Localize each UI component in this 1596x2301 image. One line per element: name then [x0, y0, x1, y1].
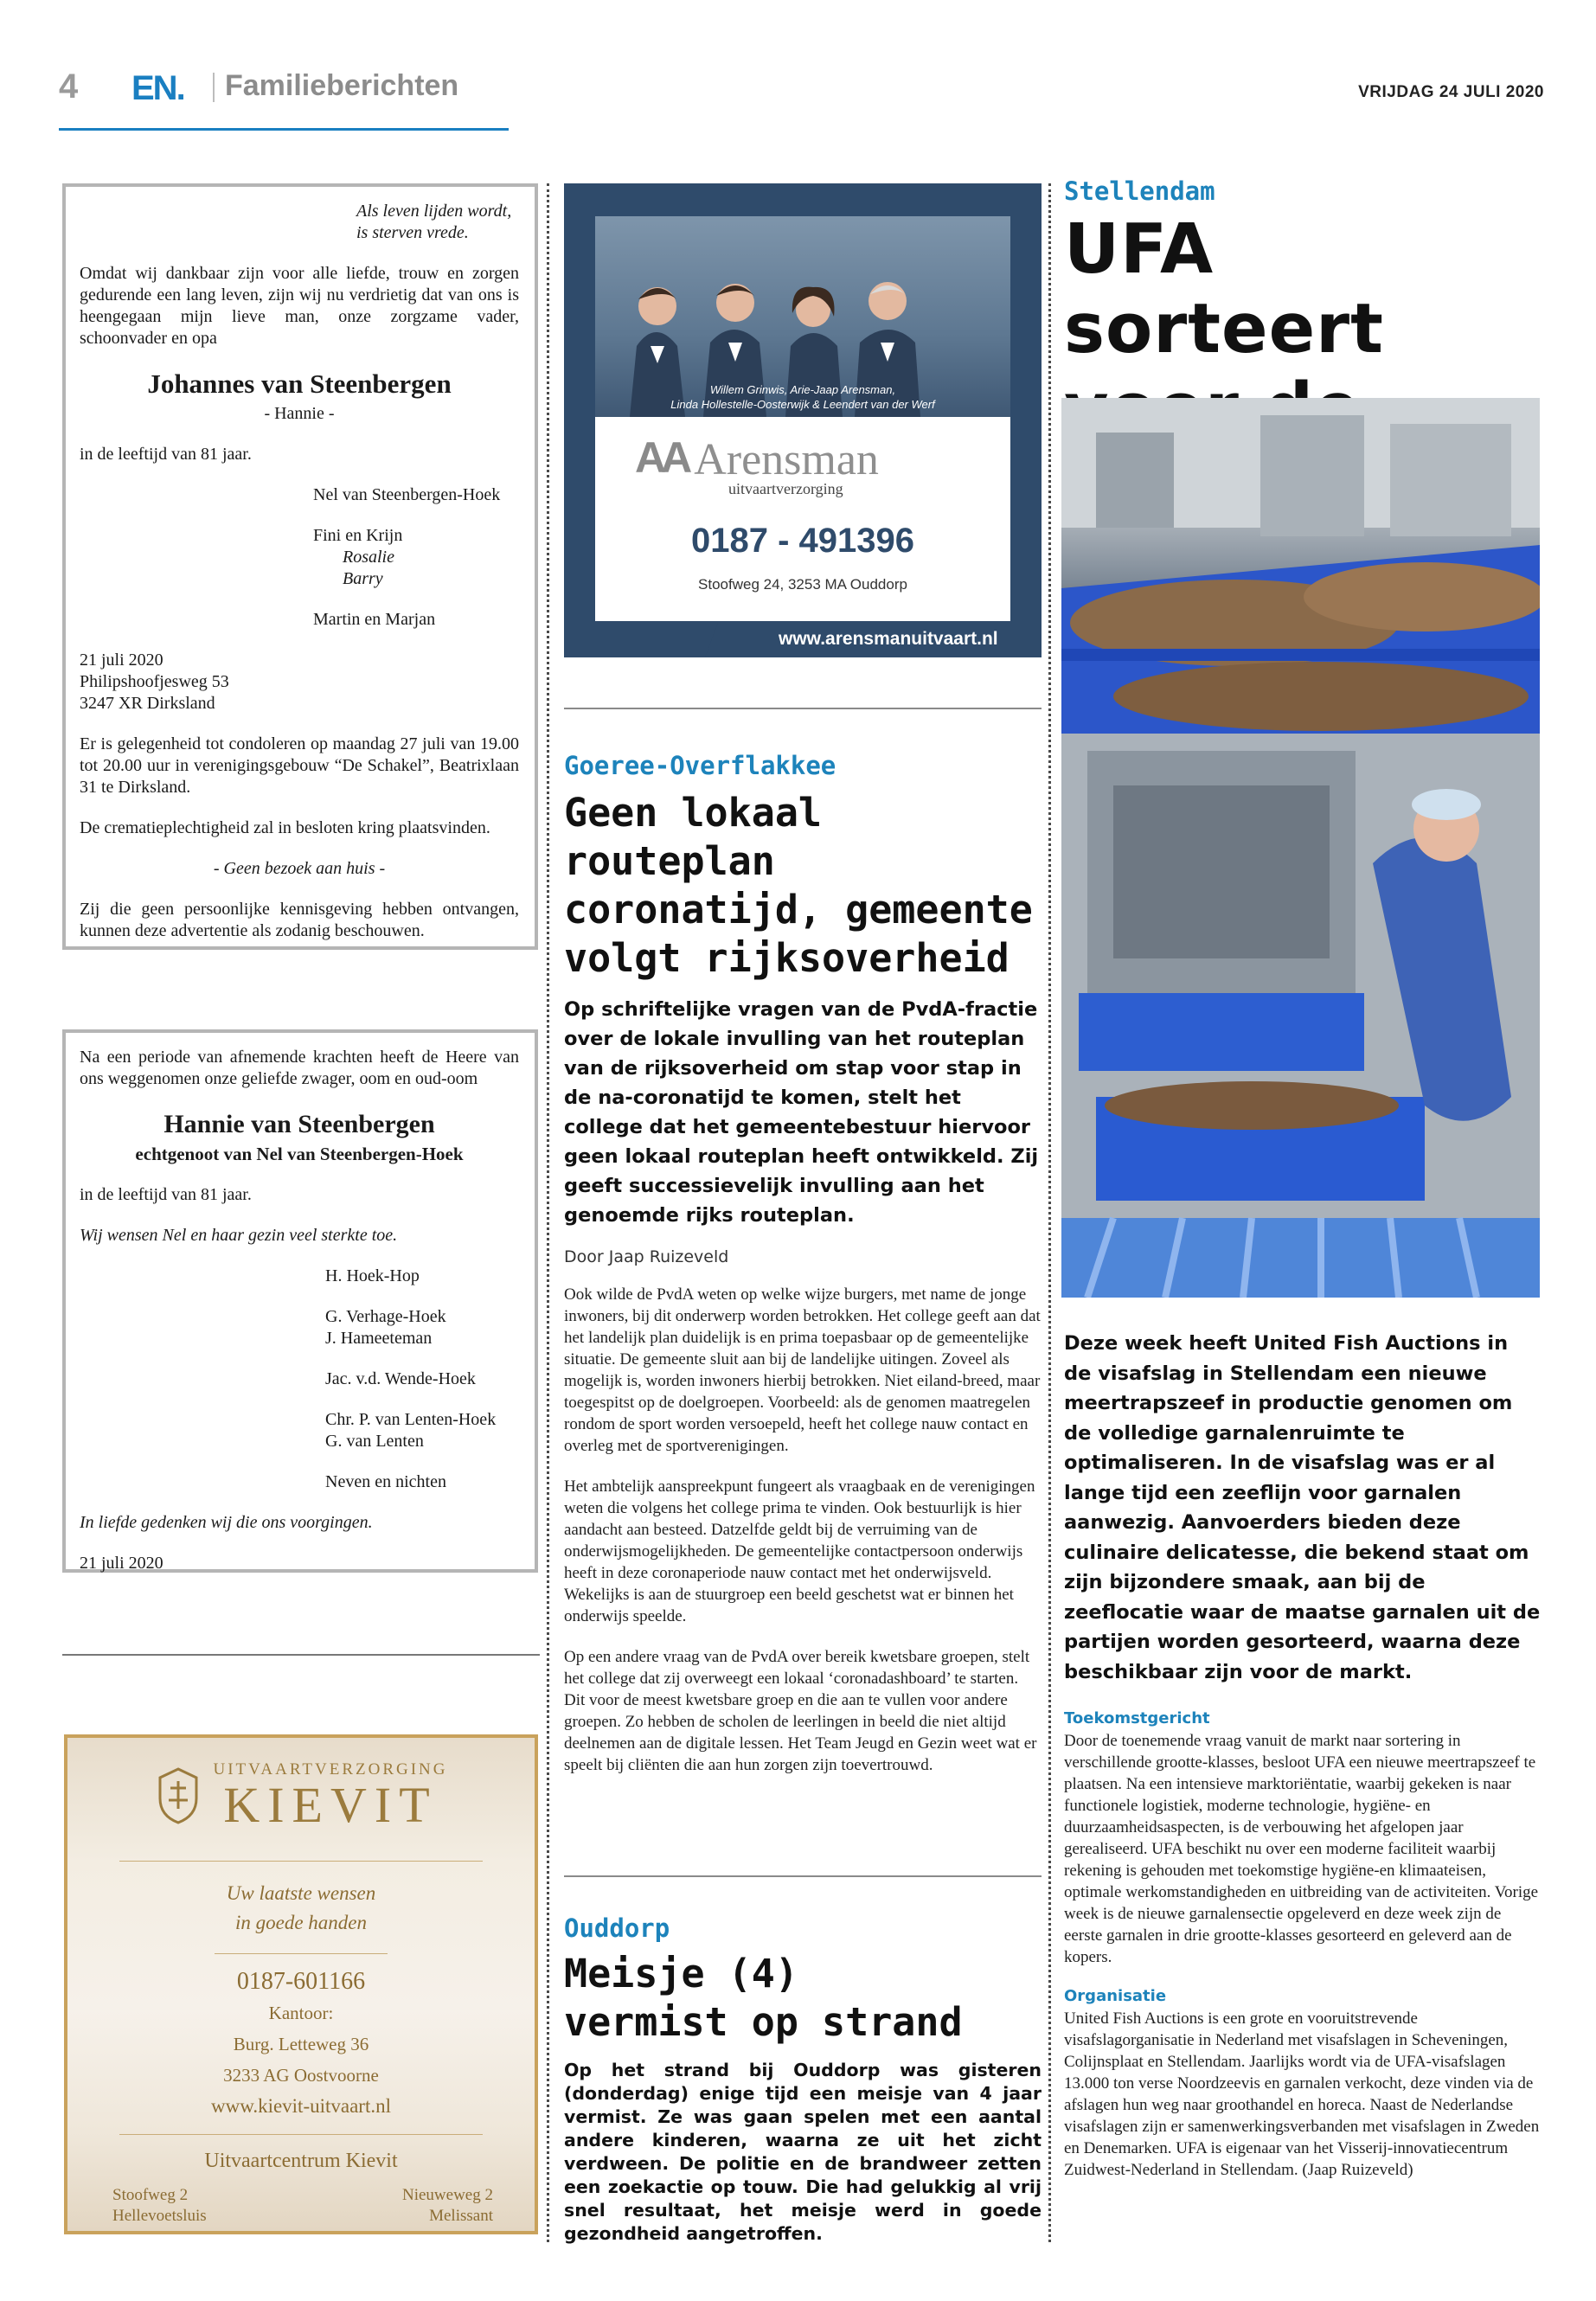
cremation-info: De crematieplechtigheid zal in besloten kring plaatsvinden. — [80, 818, 490, 837]
arensman-address: Stoofweg 24, 3253 MA Ouddorp — [698, 576, 907, 593]
article-missing-girl — [564, 1913, 1042, 2246]
arensman-logo-name: Arensman — [694, 435, 879, 484]
photo-caption: Willem Grinwis, Arie-Jaap Arensman, Linda Hollestelle-Oosterwijk & Leendert van der Werf — [670, 383, 935, 411]
article-kicker: Ouddorp — [564, 1913, 670, 1943]
article-headline: Meisje (4) vermist op strand — [564, 1951, 963, 2045]
deceased-age: in de leeftijd van 81 jaar. — [80, 1185, 252, 1204]
issue-date: VRIJDAG 24 JULI 2020 — [1358, 83, 1544, 101]
kievit-street: Burg. Letteweg 36 — [233, 2034, 369, 2054]
deceased-name: Johannes van Steenbergen — [147, 369, 452, 399]
section-title: Familieberichten — [225, 69, 459, 102]
newspaper-logo[interactable]: EN. — [131, 69, 184, 107]
arensman-phone[interactable]: 0187 - 491396 — [690, 522, 914, 560]
notice-intro: Omdat wij dankbaar zijn voor alle liefde, trouw en zorgen gedurende een lang leven, zijn wij nu verdrietig dat van ons is heengegaan mijn lieve man, onze zorgzame vader, schoonvader en opa — [80, 264, 519, 348]
header-underline — [59, 128, 509, 131]
deceased-nickname: - Hannie - — [264, 404, 335, 423]
notice-motto: Als leven lijden wordt, is sterven vrede. — [356, 202, 512, 242]
kievit-locations: Stoofweg 2 Hellevoetsluis Nieuweweg 2 Melissant — [112, 2186, 493, 2225]
notice-closing: Zij die geen persoonlijke kennisgeving hebben ontvangen, kunnen deze advertentie als zodanig beschouwen. — [80, 900, 519, 940]
article-lead: Op schriftelijke vragen van de PvdA-fractie over de lokale invulling van het routeplan van de rijksoverheid om stap voor stap in de na-coronatijd te komen, stelt het college dat het gemeentebestuur hiervoor geen lokaal routeplan heeft ontwikkeld. Zij geeft successievelijk invulling aan het genoemde rijks routeplan. — [564, 998, 1039, 1227]
article-body: Toekomstgericht Door de toenemende vraag vanuit de markt naar sortering in verschillende grootte-klasses, besloot UFA een nieuwe meertrapszeef te plaatsen. Na een intensieve marktoriëntatie, waarbij gekeken is naar functionele logistiek, moderne technologie, hygiëne- en duurzaamheidsaspecten, is de verbouwing het afgelopen jaar gerealiseerd. UFA beschikt nu over een moderne faciliteit waarbij rekening is gehouden met toekomstige hygiëne-en klimaateisen, optimale werkomstandigheden en uitbreiding van de activiteiten. Vorige week is de nieuwe garnalensectie opgeleverd en deze week zijn de eerste garnalen in drie grootte-klasses gesorteerd en geleverd aan de kopers. Organisatie United Fish Auctions is een grote en vooruitstrevende visafslagorganisatie in Nederland met visafslagen in Scheveningen, Colijnsplaat en Stellendam. Jaarlijks wordt via de UFA-visafslagen 13.000 ton verse Noordzeevis en garnalen verkocht, deze vinden via de afslagen hun weg naar groothandel en horeca. Naast de Nederlandse visafslagen zijn er samenwerkingsverbanden met visafslagen in Zweden en Denemarken. UFA is eigenaar van het Visserij-innovatiecentrum Zuidwest-Nederland in Stellendam. (Jaap Ruizeveld) — [1064, 1709, 1542, 2181]
column-divider-2 — [1048, 183, 1051, 2242]
article-kicker: Stellendam — [1064, 176, 1215, 206]
family-list: H. Hoek-Hop G. Verhage-Hoek J. Hameeteman Jac. v.d. Wende-Hoek Chr. P. van Lenten-Hoek G. van Lenten Neven en nichten — [325, 1266, 497, 1491]
subhead-toekomstgericht: Toekomstgericht — [1064, 1709, 1210, 1727]
kievit-centre: Uitvaartcentrum Kievit — [204, 2150, 398, 2172]
notice-address: 21 juli 2020 Philipshoofjesweg 53 3247 XR Dirksland — [80, 651, 229, 713]
kievit-top-label: UITVAARTVERZORGING — [213, 1760, 448, 1779]
deceased-name: Hannie van Steenbergen — [163, 1110, 435, 1138]
team-photo — [595, 216, 1010, 417]
kievit-name: KIEVIT — [223, 1777, 438, 1833]
deceased-age: in de leeftijd van 81 jaar. — [80, 445, 252, 464]
sorting-line-photo — [1061, 734, 1540, 1298]
kievit-advertisement[interactable]: UITVAARTVERZORGING KIEVIT Uw laatste wensen in goede handen 0187-601166 Kantoor: Burg. Letteweg 36 3233 AG Oostvoorne www.kievit-uitvaart.nl Uitvaartcentrum Kievit Stoofweg 2 Hellevoetsluis Nieuweweg 2 Melissant — [64, 1734, 538, 2234]
deceased-subtitle: echtgenoot van Nel van Steenbergen-Hoek — [135, 1144, 464, 1164]
article-lead: Deze week heeft United Fish Auctions in de visafslag in Stellendam een nieuwe meertrapszeef in productie genomen om de volledige garnalenruimte te optimaliseren. In de visafslag was er al lange tijd een zeeflijn voor garnalen aanwezig. Aanvoerders bieden deze culinaire delicatesse, die bekend staat om zijn bijzondere smaak, aan bij de zeeflocatie waar de maatse garnalen uit de partijen worden gesorteerd, waarna deze beschikbaar zijn voor de markt. — [1064, 1332, 1541, 1683]
article-headline: Geen lokaal routeplan coronatijd, gemeente volgt rijksoverheid — [564, 790, 1033, 981]
kievit-slogan: Uw laatste wensen — [226, 1882, 376, 1904]
article-body: Ook wilde de PvdA weten op welke wijze burgers, met name de jonge inwoners, bij dit onderwerp worden betrokken. Het college geeft aan dat het landelijk plan duidelijk is en prima toepasbaar op de gemeentelijke situatie. De gemeente sluit aan bij de landelijke uitingen. Zoveel als mogelijk is, worden inwoners hierbij betrokken. Niet eiland-breed, maar toegespitst op de doelgroepen. Voorbeeld: als de genomen maatregelen rondom de sport worden versoepeld, heeft het college nauw contact en overleg met de sportverenigingen. Het ambtelijk aanspreekpunt fungeert als vraagbaak en de verenigingen weten die volgens het college prima te vinden. Ook bestuurlijk is hier aandacht aan besteed. Datzelfde geldt bij de verruiming van de onderwijsmogelijkheden. De gemeentelijke contactpersoon onderwijs heeft in deze coronaperiode nauw contact met het onderwijsveld. Wekelijks is aan de stuurgroep een beeld geschetst wat er binnen het onderwijs speelde. Op een andere vraag van de PvdA over bereik kwetsbare groepen, stelt het college dat zij overweegt een lokaal ‘coronadashboard’ te starten. Dit voor de meest kwetsbare groep en die aan te vullen voor andere groepen. Zo hebben de scholen de leerlingen in beeld die niet altijd deelnemen aan de digitale lessen. Het Team Jeugd en Gezin weet wat er speelt bij cliënten die aan hun zorgen zijn toevertrouwd. — [564, 1285, 1041, 1774]
notice-wish: Wij wensen Nel en haar gezin veel sterkte toe. — [80, 1226, 398, 1245]
notice-date: 21 juli 2020 — [80, 1554, 163, 1573]
column-rule — [564, 1875, 1042, 1877]
sorting-line-image — [1061, 734, 1540, 1298]
column-divider-1 — [547, 183, 549, 2242]
kievit-postal: 3233 AG Oostvoorne — [223, 2065, 379, 2086]
article-byline: Door Jaap Ruizeveld — [564, 1247, 729, 1266]
arensman-logo-mark: AA — [635, 433, 688, 482]
page-number: 4 — [59, 67, 79, 106]
death-notice-johannes — [62, 183, 538, 950]
article-kicker: Goeree-Overflakkee — [564, 751, 836, 780]
kievit-phone[interactable]: 0187-601166 — [236, 1968, 366, 1995]
arensman-logo[interactable] — [635, 433, 879, 483]
column-rule — [564, 708, 1042, 709]
arensman-url[interactable]: www.arensmanuitvaart.nl — [779, 629, 998, 649]
shrimp-crates-image — [1061, 398, 1540, 734]
death-notice-hannie — [62, 1029, 538, 1573]
notice-intro: Na een periode van afnemende krachten heeft de Heere van ons weggenomen onze geliefde zwager, oom en oud-oom — [80, 1048, 519, 1088]
column-rule — [62, 1654, 540, 1656]
kievit-url[interactable]: www.kievit-uitvaart.nl — [210, 2095, 391, 2117]
shrimp-crates-photo — [1061, 398, 1540, 734]
notice-memory: In liefde gedenken wij die ons voorgingen. — [80, 1513, 373, 1532]
article-lead: Op het strand bij Ouddorp was gisteren (donderdag) enige tijd een meisje van 4 jaar vermist. Ze was gaan spelen met een aantal andere kinderen, waarna ze uit het zicht verdween. De politie en de brandweer zetten een zoekactie op touw. Die had gelukkig al vrij snel resultaat, het meisje werd in goede gezondheid aangetroffen. — [564, 2060, 1042, 2244]
arensman-logo-sub: uitvaartverzorging — [728, 480, 843, 497]
article-ufa — [1064, 1329, 1542, 2181]
article-routeplan — [564, 751, 1042, 1795]
header-separator — [213, 73, 215, 102]
article-headline: UFA sorteert — [1064, 209, 1384, 369]
crest-icon — [155, 1766, 202, 1826]
family-list: Nel van Steenbergen-Hoek Fini en Krijn Rosalie Barry Martin en Marjan — [313, 485, 501, 629]
no-visit-note: - Geen bezoek aan huis - — [213, 859, 386, 878]
subhead-organisatie: Organisatie — [1064, 1987, 1167, 2005]
condolence-info: Er is gelegenheid tot condoleren op maandag 27 juli van 19.00 tot 20.00 uur in verenigingsgebouw “De Schakel”, Beatrixlaan 31 te Dirksland. — [80, 734, 519, 797]
